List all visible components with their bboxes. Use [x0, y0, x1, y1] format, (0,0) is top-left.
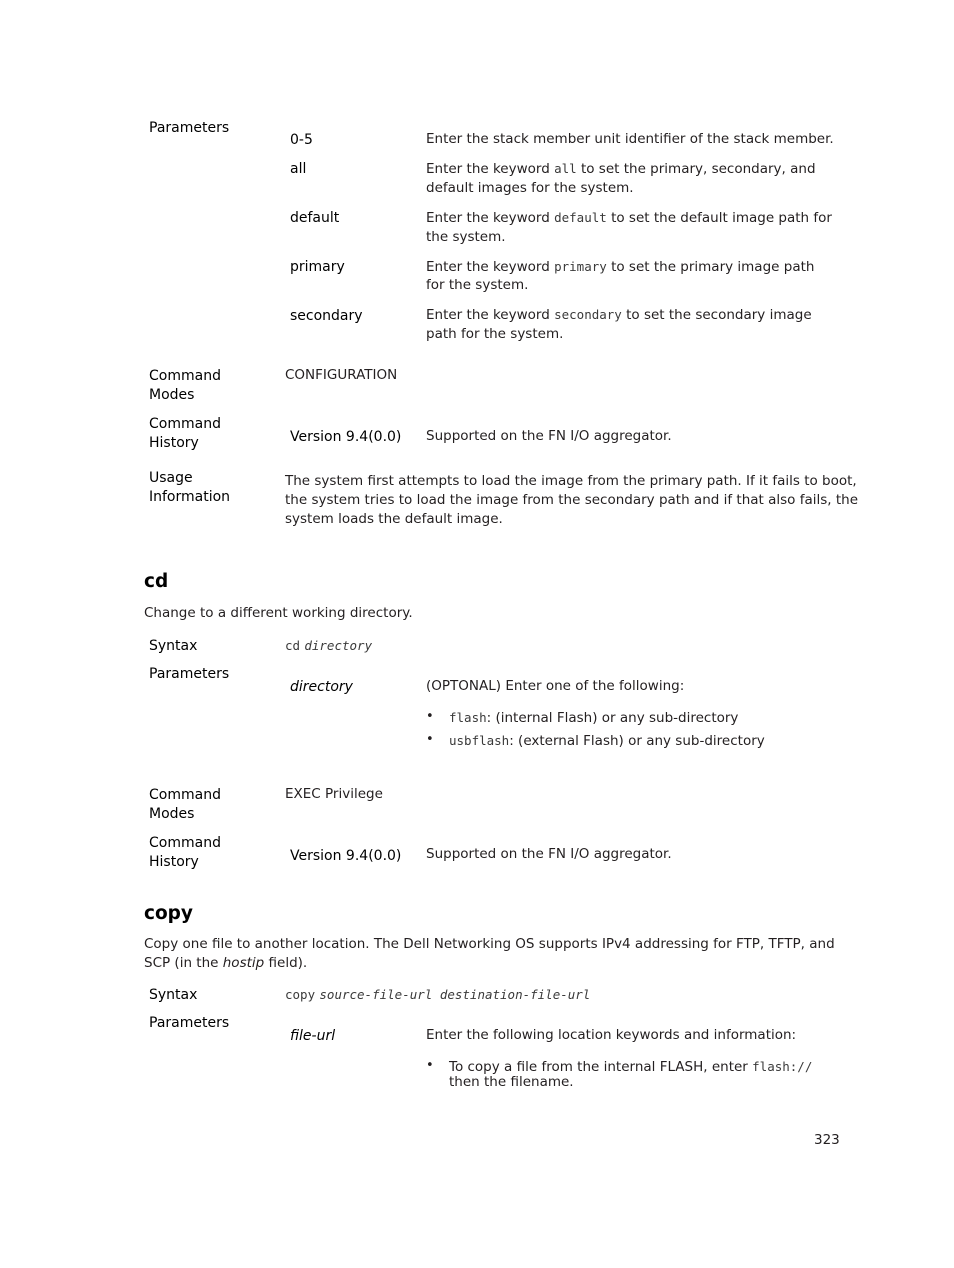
history-version: Version 9.4(0.0): [290, 848, 402, 864]
keyword-code: usbflash: [449, 733, 510, 748]
usage-information-label-line2: Information: [149, 489, 231, 505]
usage-text-line: The system first attempts to load the image from the primary path. If it fails to boot,: [285, 473, 857, 489]
param-desc-text: Enter the keyword: [426, 210, 555, 226]
syntax-label: Syntax: [149, 638, 198, 654]
command-modes-label-line2: Modes: [149, 387, 195, 403]
keyword-code: primary: [554, 259, 607, 274]
keyword-code: secondary: [554, 307, 622, 322]
description-text: SCP (in the: [144, 955, 223, 971]
bullet-icon: •: [426, 732, 434, 747]
usage-text-line: system loads the default image.: [285, 511, 503, 527]
param-term-0-5: 0-5: [290, 132, 313, 148]
keyword-code: flash: [449, 710, 487, 725]
command-history-label-line2: History: [149, 854, 199, 870]
param-desc-default-line2: the system.: [426, 229, 506, 245]
usage-text-line: the system tries to load the image from the secondary path and if that also fails, the: [285, 492, 859, 508]
command-history-label-line2: History: [149, 435, 199, 451]
list-item-text: : (internal Flash) or any sub-directory: [486, 710, 739, 726]
param-term-default: default: [290, 210, 340, 226]
param-desc-text: Enter the keyword: [426, 259, 555, 275]
usage-information-label: Usage: [149, 470, 193, 486]
param-term-secondary: secondary: [290, 308, 363, 324]
param-desc-text: Enter the keyword: [426, 307, 555, 323]
param-term-file-url: file-url: [290, 1028, 336, 1044]
description-emphasis: hostip: [222, 955, 265, 971]
command-modes-value: CONFIGURATION: [285, 367, 398, 383]
copy-syntax: [285, 985, 590, 1006]
parameters-label: Parameters: [149, 666, 230, 682]
param-desc-default: [426, 208, 832, 229]
command-modes-value: EXEC Privilege: [285, 786, 383, 802]
list-item: [449, 708, 738, 729]
command-modes-label: Command: [149, 368, 221, 384]
param-desc-primary: [426, 257, 814, 278]
keyword-code: all: [554, 161, 577, 176]
param-desc-text: to set the default image path for: [606, 210, 832, 226]
list-item-text: To copy a file from the internal FLASH, enter: [449, 1059, 753, 1075]
list-item: [449, 731, 765, 752]
param-desc-0-5: Enter the stack member unit identifier of the stack member.: [426, 131, 834, 147]
bullet-icon: •: [426, 709, 434, 724]
param-desc-all-line2: default images for the system.: [426, 180, 634, 196]
param-desc-all: [426, 159, 816, 180]
parameters-label: Parameters: [149, 1015, 230, 1031]
param-desc-secondary: [426, 305, 812, 326]
parameters-label: Parameters: [149, 120, 230, 136]
syntax-argument: source-file-url destination-file-url: [319, 987, 591, 1002]
param-desc-text: to set the primary, secondary, and: [576, 161, 816, 177]
command-history-label: Command: [149, 416, 221, 432]
copy-description-line2: [144, 954, 307, 974]
history-description: Supported on the FN I/O aggregator.: [426, 428, 672, 444]
history-description: Supported on the FN I/O aggregator.: [426, 846, 672, 862]
section-title-copy: copy: [144, 903, 193, 924]
syntax-command: copy: [285, 987, 316, 1002]
list-item-continuation: then the filename.: [449, 1074, 574, 1090]
keyword-code: flash://: [752, 1059, 813, 1074]
description-text: field).: [264, 955, 308, 971]
syntax-label: Syntax: [149, 987, 198, 1003]
page-number: 323: [814, 1132, 840, 1148]
keyword-code: default: [554, 210, 607, 225]
param-desc-secondary-line2: path for the system.: [426, 326, 564, 342]
history-version: Version 9.4(0.0): [290, 429, 402, 445]
param-desc-text: to set the primary image path: [606, 259, 815, 275]
syntax-argument: directory: [304, 638, 373, 653]
param-desc-text: Enter the keyword: [426, 161, 555, 177]
command-history-label: Command: [149, 835, 221, 851]
param-desc-file-url: Enter the following location keywords and information:: [426, 1027, 797, 1043]
param-term-directory: directory: [290, 679, 353, 695]
param-term-primary: primary: [290, 259, 345, 275]
cd-syntax: [285, 636, 372, 657]
bullet-icon: •: [426, 1058, 434, 1073]
list-item-text: : (external Flash) or any sub-directory: [509, 733, 765, 749]
param-desc-directory: (OPTONAL) Enter one of the following:: [426, 678, 685, 694]
param-term-all: all: [290, 161, 307, 177]
param-desc-primary-line2: for the system.: [426, 277, 529, 293]
command-modes-label-line2: Modes: [149, 806, 195, 822]
param-desc-text: to set the secondary image: [621, 307, 812, 323]
cd-description: Change to a different working directory.: [144, 605, 413, 621]
syntax-command: cd: [285, 638, 301, 653]
command-modes-label: Command: [149, 787, 221, 803]
copy-description-line1: Copy one file to another location. The Dell Networking OS supports IPv4 addressing for FTP, TFTP, and: [144, 936, 835, 952]
section-title-cd: cd: [144, 571, 169, 592]
